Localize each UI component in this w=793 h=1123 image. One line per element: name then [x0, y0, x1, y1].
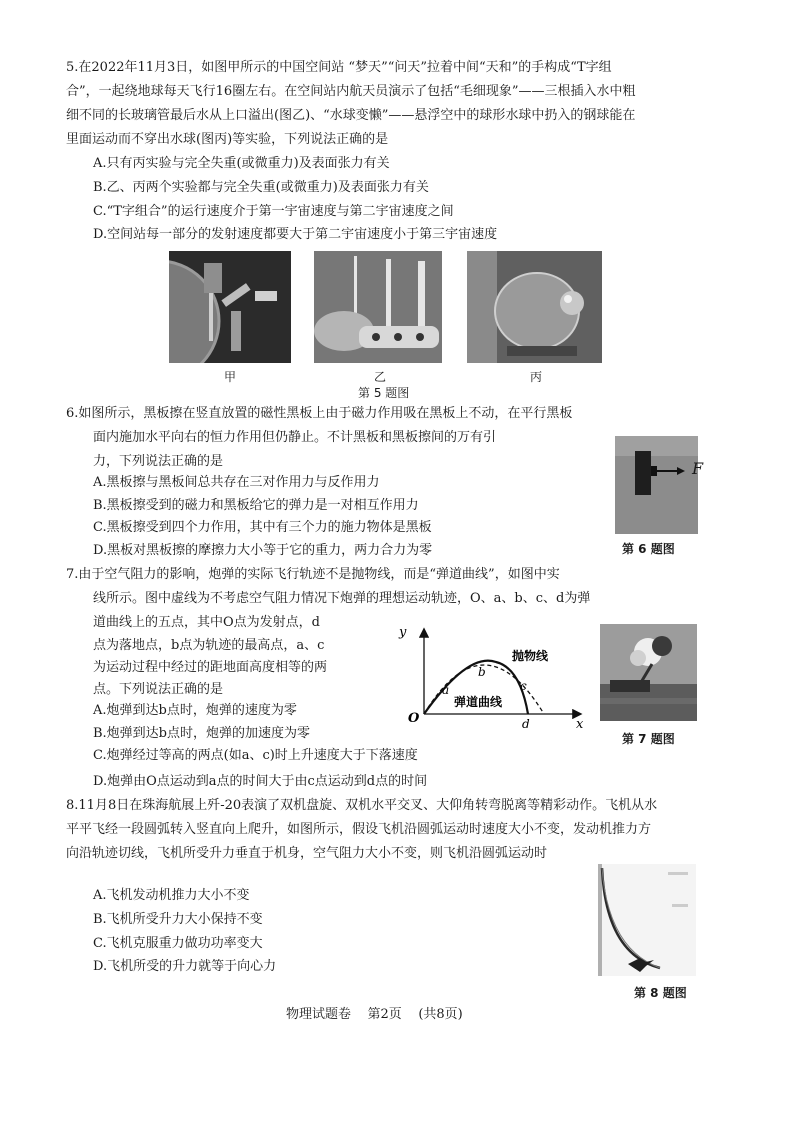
q5-line-4: 里面运动而不穿出水球(图丙)等实验，下列说法正确的是 — [66, 132, 389, 147]
q7-option-c: C.炮弹经过等高的两点(如a、c)时上升速度大于下落速度 — [93, 748, 418, 763]
q5-label-jia: 甲 — [224, 370, 237, 384]
q5-photo-bing — [467, 251, 602, 363]
point-c-label: c — [520, 679, 527, 693]
q7-line-6: 点。下列说法正确的是 — [93, 682, 224, 697]
q8-line-3: 向沿轨迹切线，飞机所受升力垂直于机身，空气阻力大小不变，则飞机沿圆弧运动时 — [66, 846, 548, 861]
q7-line-1: 7.由于空气阻力的影响，炮弹的实际飞行轨迹不是抛物线，而是“弹道曲线”，如图中实 — [66, 567, 560, 582]
q5-line-2: 合”，一起绕地球每天飞行16圈左右。在空间站内航天员演示了包括“毛细现象”——三根插入水中粗 — [66, 84, 636, 99]
ballistic-label: 弹道曲线 — [454, 695, 503, 709]
q8-option-a: A.飞机发动机推力大小不变 — [93, 888, 250, 903]
parabola-label: 抛物线 — [512, 649, 549, 663]
q5-option-d: D.空间站每一部分的发射速度都要大于第二宇宙速度小于第三宇宙速度 — [93, 227, 498, 242]
q8-option-c: C.飞机克服重力做功功率变大 — [93, 936, 263, 951]
q5-photo-yi — [314, 251, 442, 363]
q5-line-3: 细不同的长玻璃管最后水从上口溢出(图乙)、“水球变懒”——悬浮空中的球形水球中扔入的钢球能在 — [66, 108, 636, 123]
q7-photo-artillery — [600, 624, 697, 721]
q8-option-b: B.飞机所受升力大小保持不变 — [93, 912, 263, 927]
q7-trajectory-diagram — [398, 622, 588, 730]
q7-option-b: B.炮弹到达b点时，炮弹的加速度为零 — [93, 726, 311, 741]
point-a-label: a — [442, 683, 450, 697]
q6-option-d: D.黑板对黑板擦的摩擦力大小等于它的重力，两力合力为零 — [93, 543, 433, 558]
q5-line-1: 5.在2022年11月3日，如图甲所示的中国空间站 “梦天”“问天”拉着中间“天和”的手构成“T字组 — [66, 60, 612, 75]
q5-option-a: A.只有丙实验与完全失重(或微重力)及表面张力有关 — [93, 156, 390, 171]
point-b-label: b — [478, 665, 486, 679]
q7-line-5: 为运动过程中经过的距地面高度相等的两 — [93, 660, 328, 675]
page-footer: 物理试题卷 第2页 (共8页) — [286, 1007, 463, 1022]
q7-line-2: 线所示。图中虚线为不考虑空气阻力情况下炮弹的理想运动轨迹，O、a、b、c、d为弹 — [93, 591, 591, 606]
q6-option-b: B.黑板擦受到的磁力和黑板给它的弹力是一对相互作用力 — [93, 498, 419, 513]
q8-line-1: 8.11月8日在珠海航展上歼-20表演了双机盘旋、双机水平交叉、大仰角转弯脱离等精彩动作。飞机从水 — [66, 798, 658, 813]
q6-line-1: 6.如图所示，黑板擦在竖直放置的磁性黑板上由于磁力作用吸在黑板上不动，在平行黑板 — [66, 406, 573, 421]
q7-line-4: 点为落地点，b点为轨迹的最高点，a、c — [93, 638, 325, 653]
q6-force-label: F — [692, 459, 704, 478]
q7-line-3: 道曲线上的五点，其中O点为发射点，d — [93, 615, 320, 630]
q6-caption: 第 6 题图 — [622, 542, 675, 556]
q8-option-d: D.飞机所受的升力就等于向心力 — [93, 959, 277, 974]
q8-line-2: 平平飞经一段圆弧转入竖直向上爬升，如图所示，假设飞机沿圆弧运动时速度大小不变，发动机推力方 — [66, 822, 652, 837]
q8-caption: 第 8 题图 — [634, 986, 687, 1000]
q8-figure-jet — [598, 864, 696, 976]
q5-caption: 第 5 题图 — [358, 386, 410, 400]
q6-figure — [615, 436, 698, 534]
point-d-label: d — [522, 717, 530, 730]
q6-option-c: C.黑板擦受到四个力作用，其中有三个力的施力物体是黑板 — [93, 520, 432, 535]
q6-option-a: A.黑板擦与黑板间总共存在三对作用力与反作用力 — [93, 475, 380, 490]
x-axis-label: x — [576, 717, 584, 730]
y-axis-label: y — [399, 625, 407, 640]
q5-label-yi: 乙 — [374, 370, 387, 384]
q7-caption: 第 7 题图 — [622, 732, 675, 746]
q5-option-c: C.“T字组合”的运行速度介于第一宇宙速度与第二宇宙速度之间 — [93, 204, 454, 219]
q5-label-bing: 丙 — [530, 370, 543, 384]
q6-line-2: 面内施加水平向右的恒力作用但仍静止。不计黑板和黑板擦间的万有引 — [93, 430, 497, 445]
eraser-block — [635, 451, 651, 495]
q7-option-d: D.炮弹由O点运动到a点的时间大于由c点运动到d点的时间 — [93, 774, 428, 789]
q7-option-a: A.炮弹到达b点时，炮弹的速度为零 — [93, 703, 297, 718]
q6-line-3: 力，下列说法正确的是 — [93, 454, 224, 469]
origin-label: O — [408, 711, 420, 726]
q5-photo-jia — [169, 251, 291, 363]
q5-option-b: B.乙、丙两个实验都与完全失重(或微重力)及表面张力有关 — [93, 180, 429, 195]
